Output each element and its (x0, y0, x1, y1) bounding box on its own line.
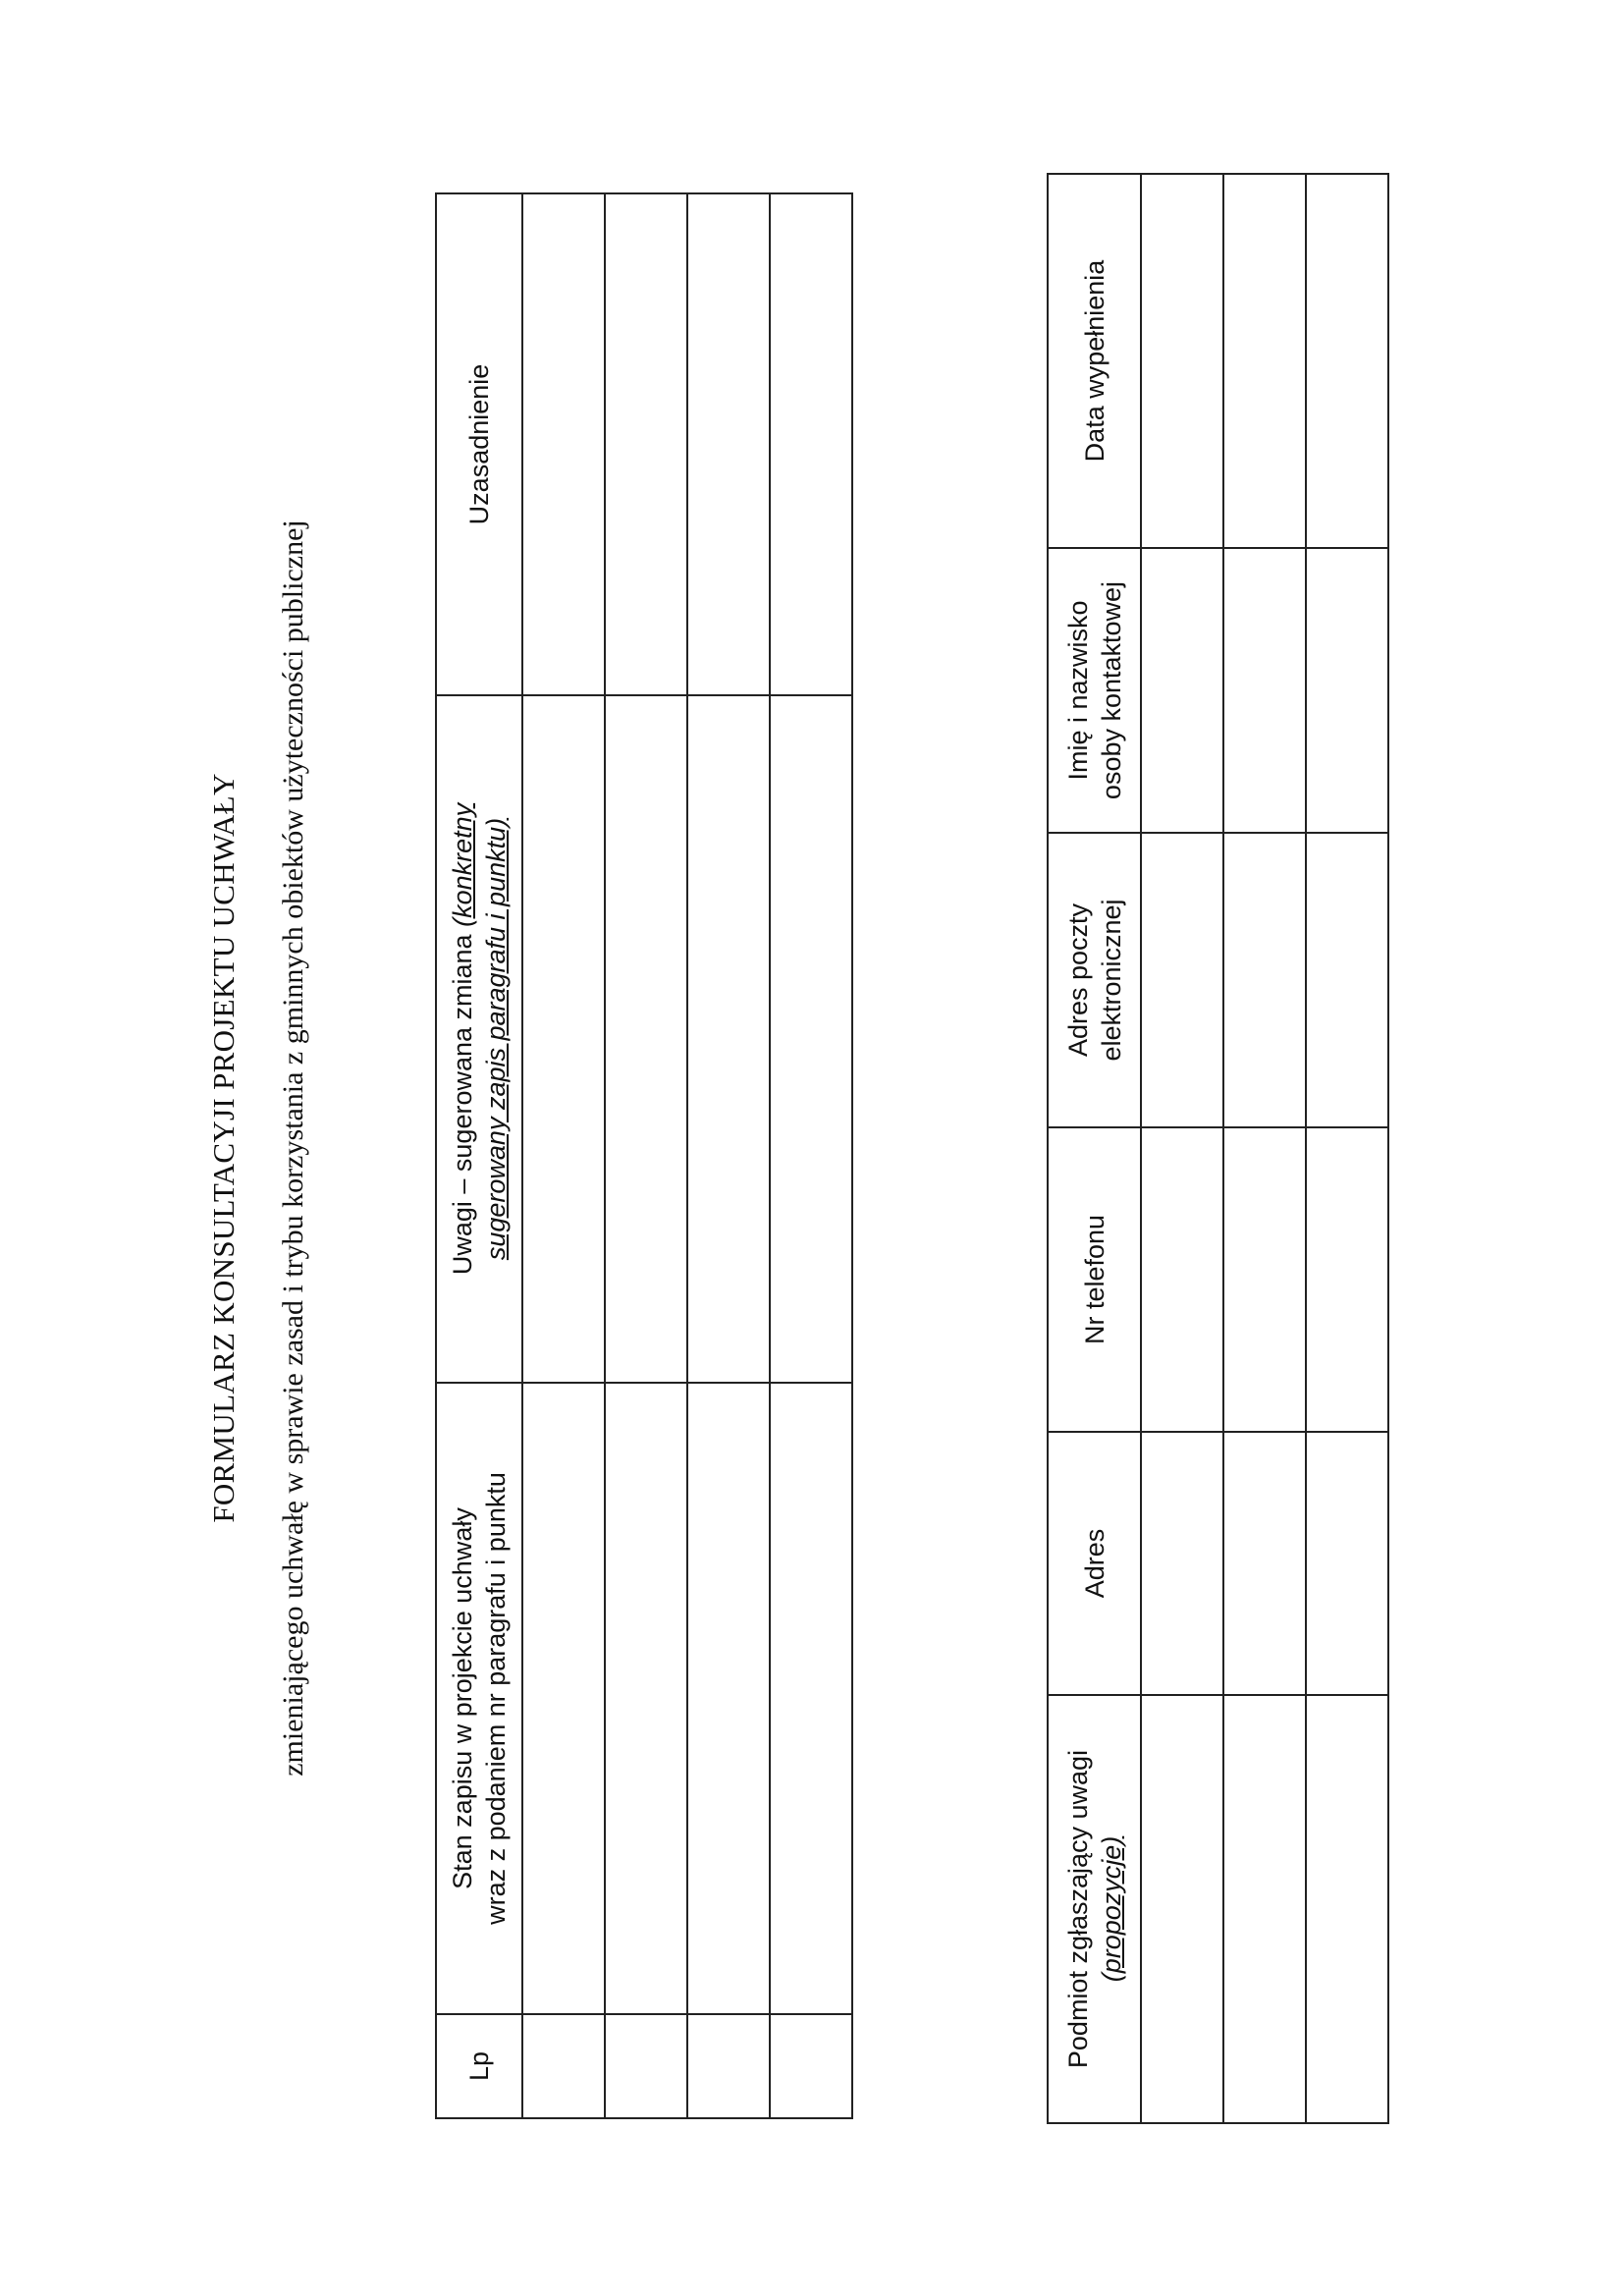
cell-uwagi[interactable] (687, 695, 770, 1383)
cell-podmiot[interactable] (1141, 1695, 1223, 2123)
header-stan-zapisu-line2: wraz z podaniem nr paragrafu i punktu (481, 1472, 511, 1925)
remarks-table-header-row (436, 193, 522, 2118)
cell-uwagi[interactable] (522, 695, 605, 1383)
header-uzasadnienie (436, 193, 522, 695)
header-podmiot-line2: (propozycje) (1096, 1835, 1126, 1983)
header-email (1048, 833, 1141, 1127)
header-telefon-label: Nr telefonu (1079, 1214, 1109, 1345)
cell-osoba-kontaktowa[interactable] (1141, 548, 1223, 833)
cell-lp[interactable] (687, 2014, 770, 2118)
cell-telefon[interactable] (1141, 1127, 1223, 1432)
table-row (687, 193, 770, 2118)
table-row (605, 193, 687, 2118)
header-stan-zapisu-line1: Stan zapisu w projekcie uchwały (448, 1507, 477, 1889)
cell-uwagi[interactable] (605, 695, 687, 1383)
cell-email[interactable] (1141, 833, 1223, 1127)
table-row (1141, 174, 1223, 2123)
cell-telefon[interactable] (1306, 1127, 1388, 1432)
cell-lp[interactable] (770, 2014, 852, 2118)
table-row (770, 193, 852, 2118)
table-row (1306, 174, 1388, 2123)
header-adres-label: Adres (1079, 1528, 1109, 1599)
header-stan-zapisu (436, 1383, 522, 2014)
document-title: FORMULARZ KONSULTACYJI PROJEKTU UCHWAŁY (206, 773, 241, 1523)
cell-lp[interactable] (522, 2014, 605, 2118)
cell-osoba-kontaktowa[interactable] (1223, 548, 1306, 833)
cell-lp[interactable] (605, 2014, 687, 2118)
header-lp (436, 2014, 522, 2118)
header-data-label: Data wypełnienia (1079, 259, 1109, 463)
header-osoba-line2: osoby kontaktowej (1096, 580, 1126, 800)
header-podmiot-line1: Podmiot zgłaszający uwagi (1062, 1749, 1093, 2069)
header-email-line2: elektronicznej (1096, 899, 1126, 1062)
header-data-wypelnienia (1048, 174, 1141, 548)
remarks-table (435, 192, 853, 2119)
table-row (522, 193, 605, 2118)
cell-stan-zapisu[interactable] (522, 1383, 605, 2014)
cell-osoba-kontaktowa[interactable] (1306, 548, 1388, 833)
cell-stan-zapisu[interactable] (605, 1383, 687, 2014)
cell-email[interactable] (1223, 833, 1306, 1127)
cell-data-wypelnienia[interactable] (1306, 174, 1388, 548)
header-uwagi-italic-1: (konkretny (448, 802, 477, 927)
header-adres (1048, 1432, 1141, 1695)
cell-email[interactable] (1306, 833, 1388, 1127)
cell-stan-zapisu[interactable] (687, 1383, 770, 2014)
header-lp-label: Lp (464, 2050, 494, 2082)
submitter-table (1047, 173, 1389, 2124)
cell-data-wypelnienia[interactable] (1223, 174, 1306, 548)
table-row (1223, 174, 1306, 2123)
cell-uwagi[interactable] (770, 695, 852, 1383)
cell-adres[interactable] (1306, 1432, 1388, 1695)
cell-uzasadnienie[interactable] (522, 193, 605, 695)
header-uwagi-italic-2: sugerowany zapis paragrafu i punktu) (481, 817, 511, 1261)
cell-adres[interactable] (1141, 1432, 1223, 1695)
cell-podmiot[interactable] (1223, 1695, 1306, 2123)
header-uzasadnienie-label: Uzasadnienie (464, 363, 494, 525)
cell-stan-zapisu[interactable] (770, 1383, 852, 2014)
cell-uzasadnienie[interactable] (687, 193, 770, 695)
cell-uzasadnienie[interactable] (605, 193, 687, 695)
cell-uzasadnienie[interactable] (770, 193, 852, 695)
header-osoba-kontaktowa (1048, 548, 1141, 833)
header-email-line1: Adres poczty (1062, 902, 1093, 1058)
document-subtitle: zmieniającego uchwałę w sprawie zasad i trybu korzystania z gminnych obiektów użyteczności publicznej (277, 519, 309, 1777)
header-podmiot (1048, 1695, 1141, 2123)
cell-adres[interactable] (1223, 1432, 1306, 1695)
header-telefon (1048, 1127, 1141, 1432)
header-osoba-line1: Imię i nazwisko (1062, 600, 1093, 781)
header-uwagi (436, 695, 522, 1383)
cell-podmiot[interactable] (1306, 1695, 1388, 2123)
cell-data-wypelnienia[interactable] (1141, 174, 1223, 548)
header-uwagi-prefix: Uwagi – sugerowana zmiana (448, 934, 477, 1276)
cell-telefon[interactable] (1223, 1127, 1306, 1432)
submitter-table-header-row (1048, 174, 1141, 2123)
